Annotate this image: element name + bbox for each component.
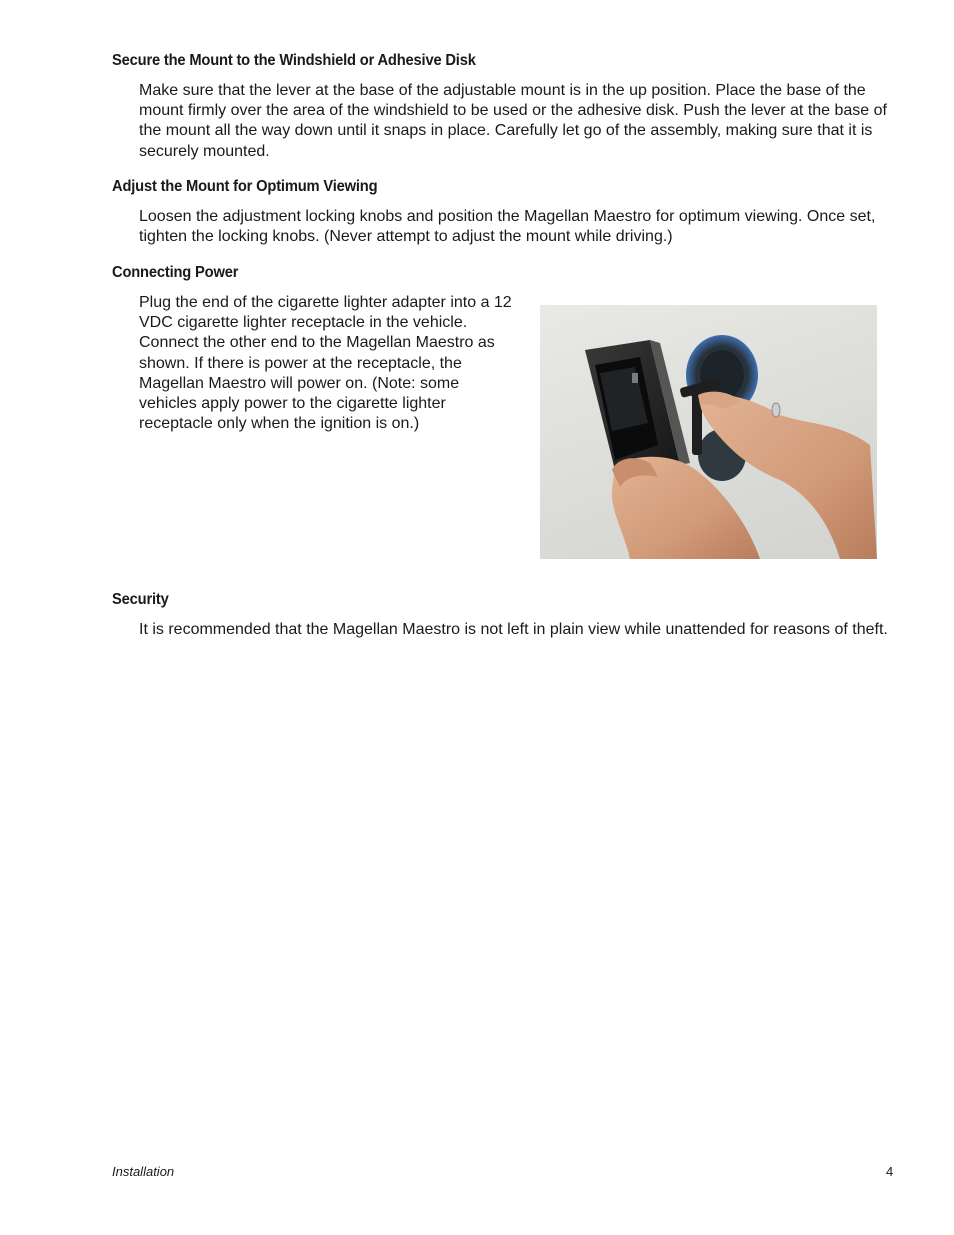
heading-secure-mount: Secure the Mount to the Windshield or Adhesive Disk (112, 52, 476, 69)
footer-page-number: 4 (886, 1164, 894, 1179)
heading-adjust-mount: Adjust the Mount for Optimum Viewing (112, 178, 378, 195)
paragraph-adjust-mount: Loosen the adjustment locking knobs and position the Magellan Maestro for optimum viewing. Once set, tighten the locking knobs. (Never attempt to adjust the mount while driving.) (139, 208, 876, 246)
paragraph-security: It is recommended that the Magellan Maestro is not left in plain view while unattended for reasons of theft. (139, 621, 888, 638)
heading-connecting-power: Connecting Power (112, 264, 239, 281)
heading-security: Security (112, 591, 169, 608)
device-mount-photo (540, 305, 877, 559)
paragraph-secure-mount: Make sure that the lever at the base of the adjustable mount is in the up position. Place the base of the mount firmly over the area of the windshield to be used or the adhesive disk. Push the lever at the base of the mount all the way down until it snaps in place. Carefully let go of the assembly, making sure that it is securely mounted. (139, 82, 887, 160)
paragraph-connecting-power: Plug the end of the cigarette lighter adapter into a 12 VDC cigarette lighter receptacle in the vehicle. Connect the other end to the Magellan Maestro as shown. If there is power at the receptacle, the Magellan Maestro will power on. (Note: some vehicles apply power to the cigarette lighter receptacle only when the ignition is on.) (139, 294, 512, 433)
footer-section-name: Installation (112, 1164, 175, 1179)
